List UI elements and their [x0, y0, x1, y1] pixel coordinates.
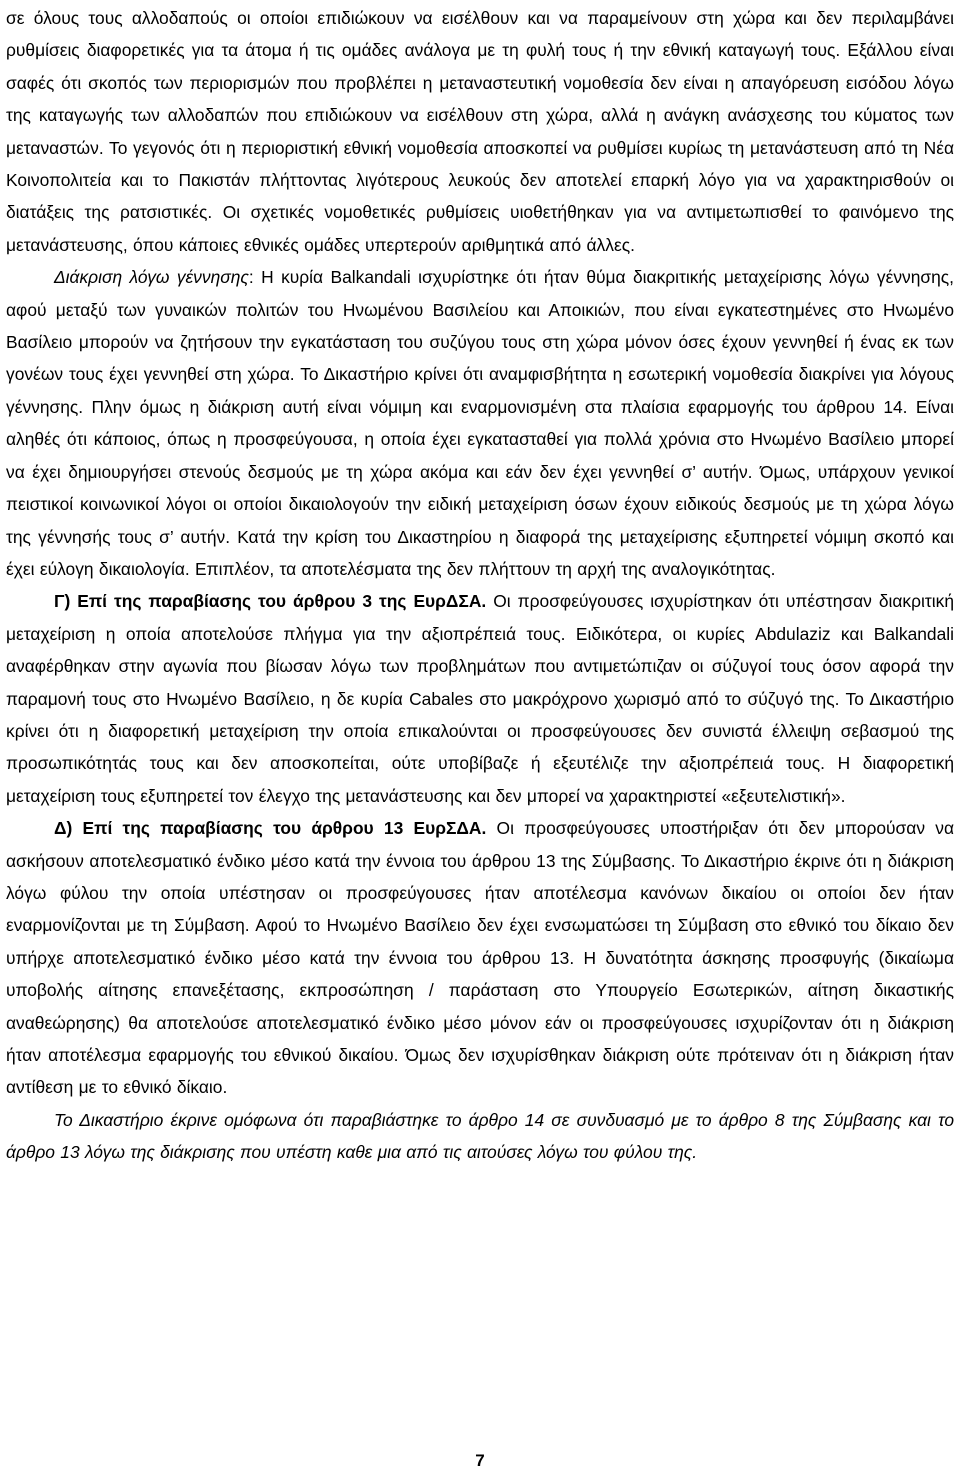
page-number: 7 — [475, 1451, 485, 1470]
section-heading: Δ) Επί της παραβίασης του άρθρου 13 ΕυρΣΔΑ. — [54, 818, 487, 839]
inline-heading: Διάκριση λόγω γέννησης — [54, 267, 249, 288]
paragraph-text: σε όλους τους αλλοδαπούς οι οποίοι επιδιώκουν να εισέλθουν και να παραμείνουν στη χώρα και δεν περιλαμβάνει ρυθμίσεις διαφορετικές για τα άτομα ή τις ομάδες ανάλογα με τη φυλή τους ή την εθνική καταγωγή τους. Εξάλλου είναι σαφές ότι σκοπός των περιορισμών που προβλέπει η μεταναστευτική νομοθεσία δεν είναι η απαγόρευση εισόδου λόγω της καταγωγής των αλλοδαπών που επιδιώκουν να εισέλθουν στη χώρα, αλλά η ανάγκη ανάσχεσης του κύματος των μεταναστών. Το γεγονός ότι η περιοριστική εθνική νομοθεσία αποσκοπεί να ρυθμίσει κυρίως τη μετανάστευση από τη Νέα Κοινοπολιτεία και το Πακιστάν πλήττοντας λιγότερους λευκούς δεν αποτελεί επαρκή λόγο για να χαρακτηρισθούν οι διατάξεις της ρατσιστικές. Οι σχετικές νομοθετικές ρυθμίσεις υιοθετήθηκαν για να αντιμετωπισθεί το φαινόμενο της μετανάστευσης, όπου κάποιες εθνικές ομάδες υπερτερούν αριθμητικά από άλλες. — [6, 8, 954, 255]
paragraph — [6, 2, 954, 261]
paragraph-article-13 — [6, 812, 954, 1104]
paragraph-text: Οι προσφεύγουσες ισχυρίστηκαν ότι υπέστησαν διακριτική μεταχείριση η οποία αποτελούσε πλήγμα για την αξιοπρέπειά τους. Ειδικότερα, οι κυρίες Abdulaziz και Balkandali αναφέρθηκαν στην αγωνία που βίωσαν λόγω των προβλημάτων που αντιμετώπιζαν οι σύζυγοί τους όσον αφορά την παραμονή τους στο Ηνωμένο Βασίλειο, η δε κυρία Cabales στο μακρόχρονο χωρισμό από το σύζυγό της. Το Δικαστήριο κρίνει ότι η διαφορετική μεταχείριση την οποία επικαλούνται οι προσφεύγουσες δεν συνιστά έλλειψη σεβασμού της προσωπικότητάς τους και δεν αποσκοπείται, ούτε υποβίβαζε ή εξευτέλιζε την αξιοπρέπειά τους. Η διαφορετική μεταχείριση τους εξυπηρετεί τον έλεγχο της μετανάστευσης και δεν μπορεί να χαρακτηριστεί «εξευτελιστική». — [6, 591, 954, 806]
section-heading: Γ) Επί της παραβίασης του άρθρου 3 της ΕυρΔΣΑ. — [54, 591, 487, 612]
paragraph-birth-discrimination — [6, 261, 954, 585]
paragraph-text: Οι προσφεύγουσες υποστήριξαν ότι δεν μπορούσαν να ασκήσουν αποτελεσματικό ένδικο μέσο κατά την έννοια του άρθρου 13 της Σύμβασης. Το Δικαστήριο έκρινε ότι η διάκριση λόγω φύλου την οποία υπέστησαν οι προσφεύγουσες ήταν αποτέλεσμα κανόνων δικαίου οι οποίοι δεν ήταν εναρμονίζονται με τη Σύμβαση. Αφού το Ηνωμένο Βασίλειο δεν έχει ενσωματώσει τη Σύμβαση στο εθνικό του δίκαιο δεν υπήρχε αποτελεσματικό ένδικο μέσο κατά την έννοια του άρθρου 13. Η δυνατότητα άσκησης προσφυγής (δικαίωμα υποβολής αίτησης επανεξέτασης, εκπροσώπηση / παράσταση στο Υπουργείο Εσωτερικών, αίτηση δικαστικής αναθεώρησης) θα αποτελούσε αποτελεσματικό ένδικο μέσο μόνον εάν οι προσφεύγουσες ισχυρίζονταν ότι η διάκριση ήταν αποτέλεσμα εφαρμογής του εθνικού δικαίου. Όμως δεν ισχυρίσθηκαν διάκριση ούτε πρότειναν ότι η διάκριση ήταν αντίθεση με το εθνικό δίκαιο. — [6, 818, 954, 1098]
conclusion-text: Το Δικαστήριο έκρινε ομόφωνα ότι παραβιάστηκε το άρθρο 14 σε συνδυασμό με το άρθρο 8 της Σύμβασης και το άρθρο 13 λόγω της διάκρισης που υπέστη καθε μια από τις αιτούσες λόγω του φύλου της. — [6, 1109, 954, 1163]
paragraph-conclusion — [6, 1104, 954, 1169]
paragraph-article-3 — [6, 585, 954, 812]
body-text — [6, 2, 954, 1169]
paragraph-text: : Η κυρία Balkandali ισχυρίστηκε ότι ήταν θύμα διακριτικής μεταχείρισης λόγω γέννησης, αφού μεταξύ των γυναικών πολιτών του Ηνωμένου Βασιλείου και Αποικιών, που είναι εγκατεστημένες στο Ηνωμένο Βασίλειο μπορούν να ζητήσουν την εγκατάσταση του συζύγου τους στη χώρα μόνον όσες έχουν γεννηθεί ή ένας εκ των γονέων τους έχει γεννηθεί στη χώρα. Το Δικαστήριο κρίνει ότι αναμφισβήτητα η εσωτερική νομοθεσία διακρίνει για λόγους γέννησης. Πλην όμως η διάκριση αυτή είναι νόμιμη και εναρμονισμένη στα πλαίσια εφαρμογής του άρθρου 14. Είναι αληθές ότι κάποιος, όπως η προσφεύγουσα, η οποία έχει εγκατασταθεί για πολλά χρόνια στο Ηνωμένο Βασίλειο μπορεί να έχει δημιουργήσει στενούς δεσμούς με τη χώρα ακόμα και εάν δεν έχει γεννηθεί σ’ αυτήν. Όμως, υπάρχουν γενικοί πειστικοί κοινωνικοί λόγοι οι οποίοι δικαιολογούν την ειδική μεταχείριση όσων έχουν ειδικούς δεσμούς με τη χώρα λόγω της γέννησής τους σ’ αυτήν. Κατά την κρίση του Δικαστηρίου η διαφορά της μεταχείρισης εξυπηρετεί νόμιμη σκοπό και έχει εύλογη δικαιολογία. Επιπλέον, τα αποτελέσματα της δεν πλήττουν τη αρχή της αναλογικότητας. — [6, 267, 955, 579]
